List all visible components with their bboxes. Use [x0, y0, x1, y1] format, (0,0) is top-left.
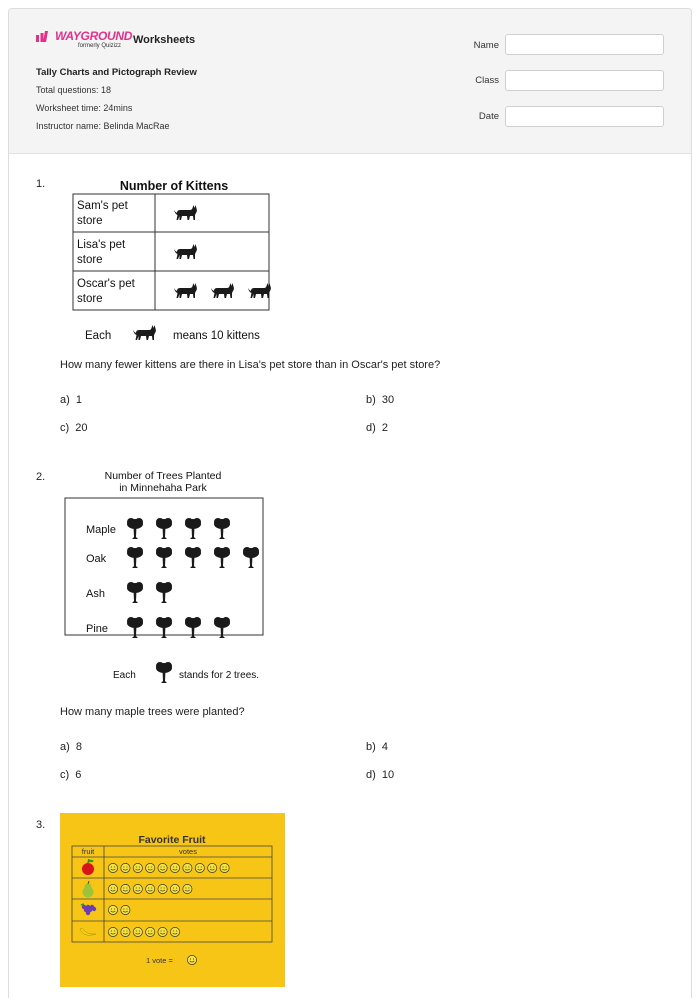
option-letter: d)	[366, 769, 376, 781]
tree-icon	[127, 547, 143, 568]
q1-option-c[interactable]	[60, 422, 88, 434]
tree-icon	[185, 547, 201, 568]
tree-icon	[156, 662, 172, 683]
trees-row-label: Maple	[86, 524, 116, 536]
vote-smiley	[108, 905, 117, 914]
option-value: 2	[381, 422, 389, 434]
vote-smiley	[183, 884, 192, 893]
tree-icon	[156, 518, 172, 539]
question-2-text: How many maple trees were planted?	[60, 706, 245, 718]
fruit-pictograph	[60, 813, 285, 987]
trees-row-label: Oak	[86, 553, 107, 565]
name-label: Name	[473, 40, 499, 51]
vote-smiley	[158, 884, 167, 893]
q2-option-a[interactable]	[60, 741, 82, 753]
option-letter: a)	[60, 741, 70, 753]
option-value: 4	[381, 741, 389, 753]
question-2-number: 2.	[36, 471, 46, 483]
fruit-key-text: 1 vote =	[146, 956, 173, 965]
worksheet	[8, 8, 692, 998]
trees-pictograph	[59, 461, 279, 691]
vote-smiley	[146, 884, 155, 893]
tree-icon	[156, 547, 172, 568]
option-letter: b)	[366, 741, 376, 753]
logo-subtitle: formerly Quizizz	[78, 43, 122, 49]
kittens-row-label-1b: store	[77, 215, 103, 227]
worksheet-header	[9, 9, 691, 154]
kittens-key-each: Each	[85, 330, 112, 342]
vote-smiley	[146, 927, 155, 936]
vote-smiley	[133, 927, 142, 936]
q2-option-d[interactable]	[366, 769, 394, 781]
option-letter: c)	[60, 422, 70, 434]
cat-icon	[174, 283, 197, 298]
tree-icon	[214, 518, 230, 539]
trees-key-means: stands for 2 trees.	[179, 670, 260, 681]
q1-option-a[interactable]	[60, 394, 82, 406]
cat-icon	[248, 283, 271, 298]
cat-icon	[133, 325, 156, 340]
kittens-chart-title: Number of Kittens	[119, 179, 229, 193]
vote-smiley	[187, 955, 196, 964]
vote-smiley	[183, 863, 192, 872]
tree-icon	[127, 582, 143, 603]
question-1-text: How many fewer kittens are there in Lisa's pet store than in Oscar's pet store?	[60, 359, 441, 371]
option-letter: c)	[60, 769, 70, 781]
class-label: Class	[475, 75, 499, 86]
wayground-logo-icon	[36, 31, 52, 42]
option-value: 20	[75, 422, 88, 434]
vote-smiley	[195, 863, 204, 872]
option-value: 10	[381, 769, 395, 781]
date-field[interactable]	[505, 106, 664, 127]
tree-icon	[156, 582, 172, 603]
vote-smiley	[133, 884, 142, 893]
vote-smiley	[158, 927, 167, 936]
vote-smiley	[170, 884, 179, 893]
kittens-row-label-1a: Sam's pet	[77, 200, 128, 212]
total-questions: Total questions: 18	[36, 85, 112, 95]
name-field[interactable]	[505, 34, 664, 55]
trees-key-each: Each	[113, 670, 136, 681]
kittens-row-label-3a: Oscar's pet	[77, 278, 135, 290]
instructor-name: Instructor name: Belinda MacRae	[36, 121, 170, 131]
trees-chart-title-2: in Minnehaha Park	[119, 482, 207, 494]
option-letter: d)	[366, 422, 376, 434]
worksheet-title: Tally Charts and Pictograph Review	[36, 67, 197, 78]
vote-smiley	[170, 927, 179, 936]
class-field[interactable]	[505, 70, 664, 91]
vote-smiley	[170, 863, 179, 872]
tree-icon	[127, 518, 143, 539]
trees-row-label: Ash	[86, 588, 105, 600]
vote-smiley	[108, 884, 117, 893]
fruit-col-header: fruit	[81, 847, 95, 856]
option-letter: b)	[366, 394, 376, 406]
option-value: 1	[75, 394, 83, 406]
fruit-chart-title: Favorite Fruit	[138, 834, 206, 846]
option-value: 6	[75, 769, 82, 781]
tree-icon	[185, 518, 201, 539]
vote-smiley	[121, 905, 130, 914]
kittens-row-label-2b: store	[77, 254, 103, 266]
kittens-row-label-3b: store	[77, 293, 103, 305]
vote-smiley	[146, 863, 155, 872]
kittens-pictograph	[67, 174, 297, 346]
q2-option-b[interactable]	[366, 741, 388, 753]
tree-icon	[214, 547, 230, 568]
vote-smiley	[208, 863, 217, 872]
vote-smiley	[121, 927, 130, 936]
q1-option-d[interactable]	[366, 422, 388, 434]
kittens-row-label-2a: Lisa's pet	[77, 239, 126, 251]
vote-smiley	[121, 884, 130, 893]
brand-logo	[36, 29, 132, 49]
tree-icon	[243, 547, 259, 568]
trees-row-label: Pine	[86, 623, 109, 635]
vote-smiley	[220, 863, 229, 872]
option-letter: a)	[60, 394, 70, 406]
worksheet-time: Worksheet time: 24mins	[36, 103, 133, 113]
vote-smiley	[158, 863, 167, 872]
question-1-number: 1.	[36, 178, 46, 190]
question-3-number: 3.	[36, 819, 46, 831]
cat-icon	[211, 283, 234, 298]
logo-text: WAYGROUND	[55, 29, 133, 43]
vote-smiley	[108, 927, 117, 936]
cat-icon	[174, 205, 197, 220]
vote-smiley	[121, 863, 130, 872]
app-label: Worksheets	[133, 34, 196, 46]
vote-smiley	[133, 863, 142, 872]
cat-icon	[174, 244, 197, 259]
kittens-key-means: means 10 kittens	[173, 330, 260, 342]
option-value: 8	[75, 741, 83, 753]
option-value: 30	[381, 394, 395, 406]
q1-option-b[interactable]	[366, 394, 394, 406]
q2-option-c[interactable]	[60, 769, 81, 781]
trees-chart-title-1: Number of Trees Planted	[104, 470, 222, 482]
vote-smiley	[108, 863, 117, 872]
votes-col-header: votes	[179, 847, 197, 856]
date-label: Date	[478, 111, 499, 122]
